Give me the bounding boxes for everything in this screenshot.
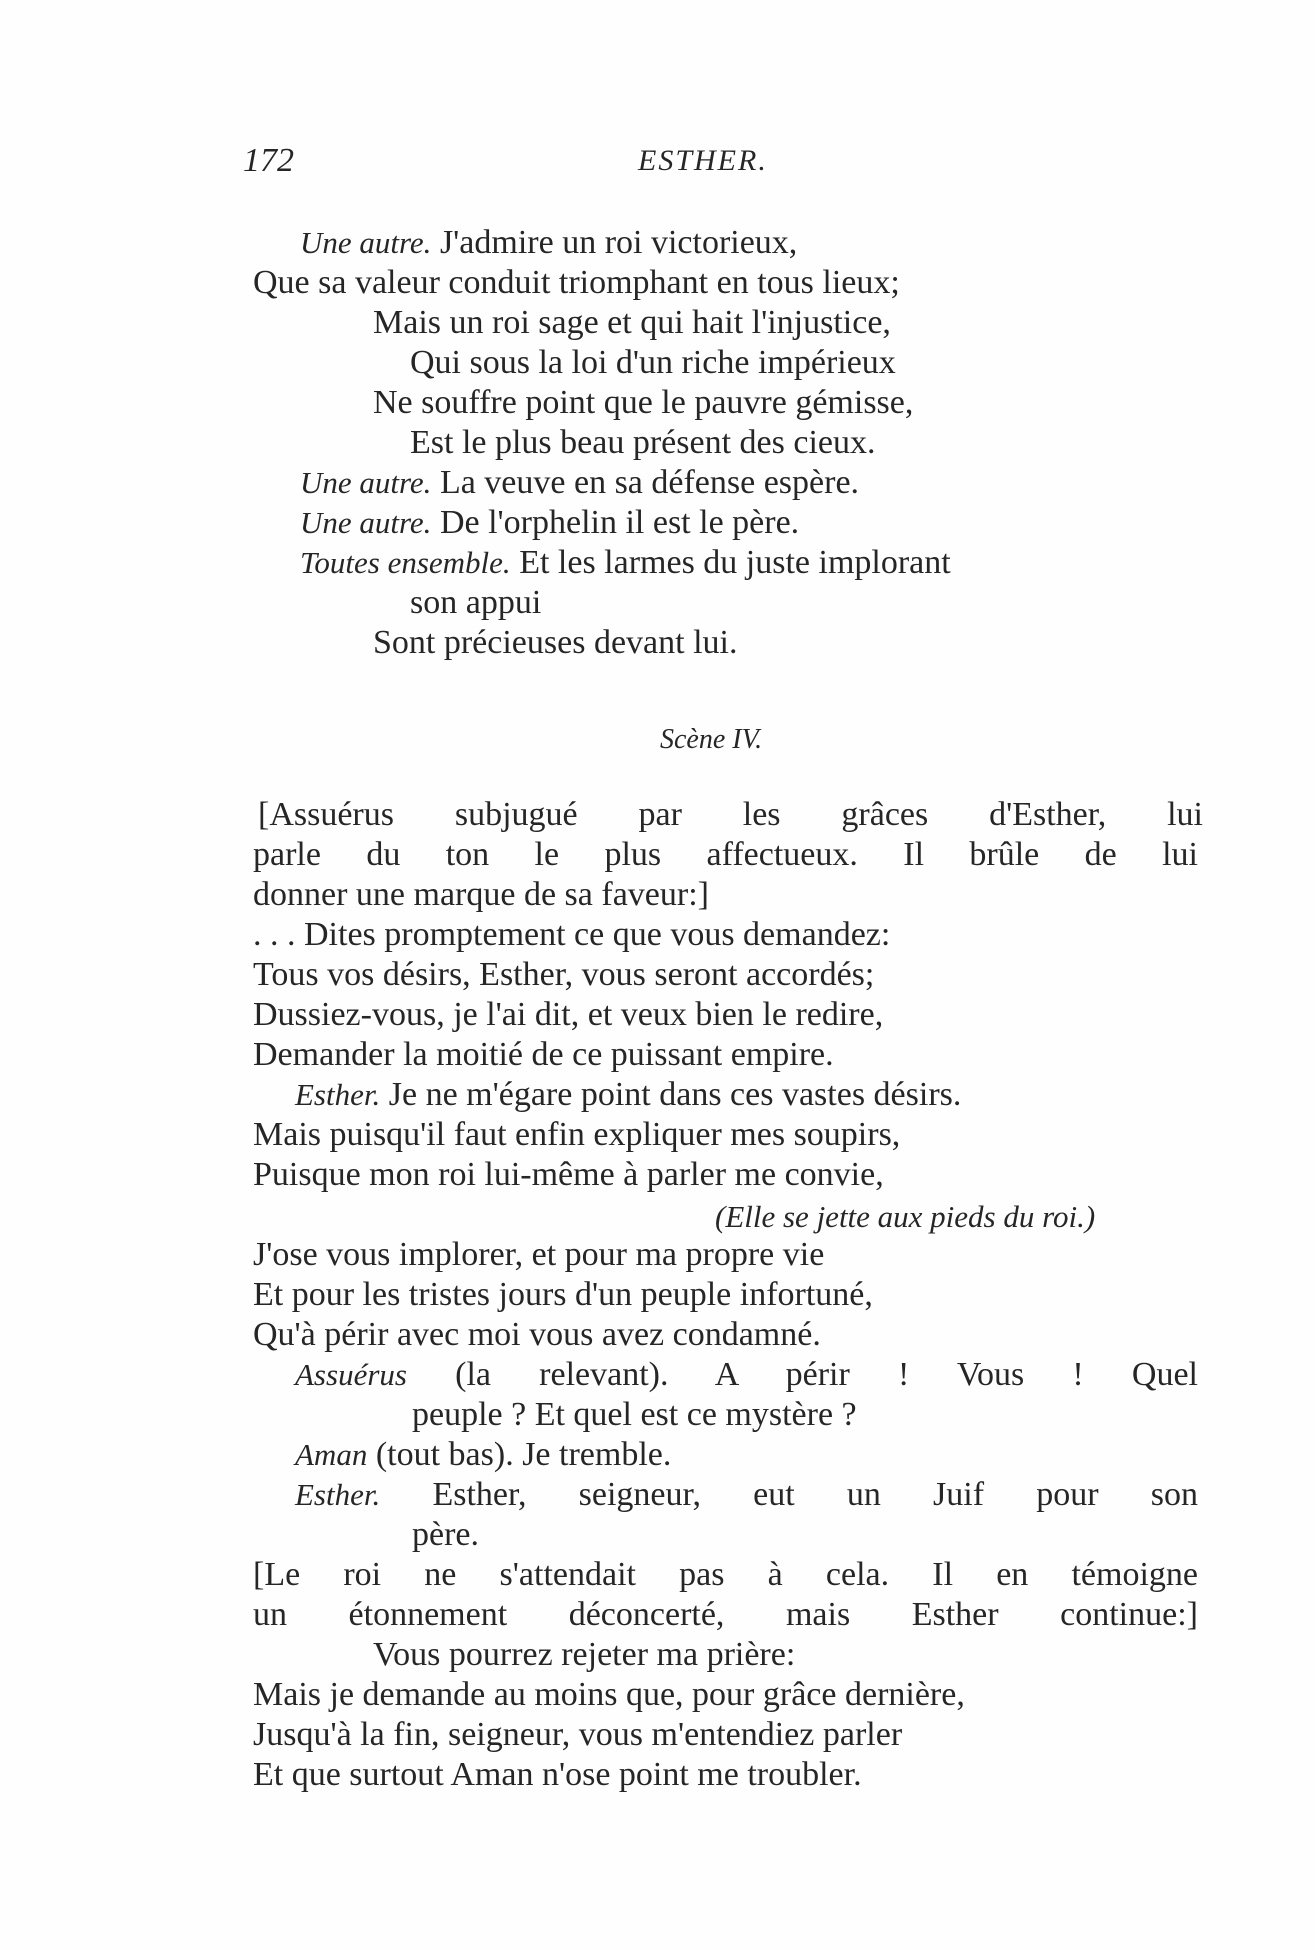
verse-line: son appui	[410, 584, 542, 621]
verse-line: Et que surtout Aman n'ose point me troubler.	[253, 1756, 862, 1793]
stage-direction: (Elle se jette aux pieds du roi.)	[715, 1199, 1096, 1234]
verse-line: Ne souffre point que le pauvre gémisse,	[373, 384, 914, 421]
verse-line: Vous pourrez rejeter ma prière:	[373, 1636, 796, 1673]
speaker-name: Aman	[295, 1437, 368, 1472]
verse-line: . . . Dites promptement ce que vous demandez:	[253, 916, 891, 953]
verse-line: Jusqu'à la fin, seigneur, vous m'entendiez parler	[253, 1716, 903, 1753]
stage-direction-line: [Le roi ne s'attendait pas à cela. Il en témoigne	[253, 1556, 1198, 1593]
verse-text: (tout bas). Je tremble.	[367, 1436, 672, 1473]
verse-line: père.	[412, 1516, 480, 1553]
stage-direction-line: un étonnement déconcerté, mais Esther continue:]	[253, 1596, 1198, 1633]
speaker-name: Esther.	[295, 1077, 381, 1112]
verse-line	[300, 223, 797, 263]
verse-line	[300, 543, 951, 583]
verse-line	[295, 1355, 1198, 1395]
page-number: 172	[243, 142, 294, 179]
verse-line	[295, 1435, 671, 1475]
stage-direction-line: parle du ton le plus affectueux. Il brûle de lui	[253, 836, 1198, 873]
verse-line	[295, 1475, 1198, 1515]
verse-text: Esther, seigneur, eut un Juif pour son	[380, 1476, 1198, 1513]
speaker-name: Une autre.	[300, 465, 432, 500]
stage-direction-line: [Assuérus subjugué par les grâces d'Esther, lui	[258, 796, 1203, 833]
verse-line: Qui sous la loi d'un riche impérieux	[410, 344, 896, 381]
verse-line: Puisque mon roi lui-même à parler me convie,	[253, 1156, 884, 1193]
verse-line: Sont précieuses devant lui.	[373, 624, 738, 661]
verse-line: peuple ? Et quel est ce mystère ?	[412, 1396, 857, 1433]
verse-text: Et les larmes du juste implorant	[510, 544, 951, 581]
verse-line	[300, 503, 799, 543]
verse-line: Mais je demande au moins que, pour grâce dernière,	[253, 1676, 965, 1713]
verse-text: La veuve en sa défense espère.	[431, 464, 860, 501]
speaker-name: Une autre.	[300, 505, 432, 540]
verse-line: Mais un roi sage et qui hait l'injustice,	[373, 304, 891, 341]
verse-text: (la relevant). A périr ! Vous ! Quel	[406, 1356, 1198, 1393]
verse-line	[300, 463, 859, 503]
verse-line: Que sa valeur conduit triomphant en tous lieux;	[253, 264, 900, 301]
verse-text: Je ne m'égare point dans ces vastes désirs.	[380, 1076, 962, 1113]
verse-line: Demander la moitié de ce puissant empire.	[253, 1036, 834, 1073]
speaker-name: Esther.	[295, 1477, 381, 1512]
stage-direction-line: donner une marque de sa faveur:]	[253, 876, 709, 913]
verse-line: Est le plus beau présent des cieux.	[410, 424, 876, 461]
verse-line: Et pour les tristes jours d'un peuple infortuné,	[253, 1276, 873, 1313]
running-title: ESTHER.	[638, 144, 768, 177]
speaker-name: Toutes ensemble.	[300, 545, 511, 580]
page-header	[243, 142, 1203, 182]
verse-line: Dussiez-vous, je l'ai dit, et veux bien le redire,	[253, 996, 884, 1033]
verse-line: J'ose vous implorer, et pour ma propre vie	[253, 1236, 825, 1273]
verse-line	[295, 1075, 961, 1115]
speaker-name: Une autre.	[300, 225, 432, 260]
scene-heading: Scène IV.	[660, 724, 763, 755]
verse-line: Qu'à périr avec moi vous avez condamné.	[253, 1316, 821, 1353]
speaker-name: Assuérus	[295, 1357, 407, 1392]
verse-line: Mais puisqu'il faut enfin expliquer mes soupirs,	[253, 1116, 901, 1153]
verse-text: De l'orphelin il est le père.	[431, 504, 800, 541]
verse-text: J'admire un roi victorieux,	[431, 224, 798, 261]
verse-line: Tous vos désirs, Esther, vous seront accordés;	[253, 956, 875, 993]
